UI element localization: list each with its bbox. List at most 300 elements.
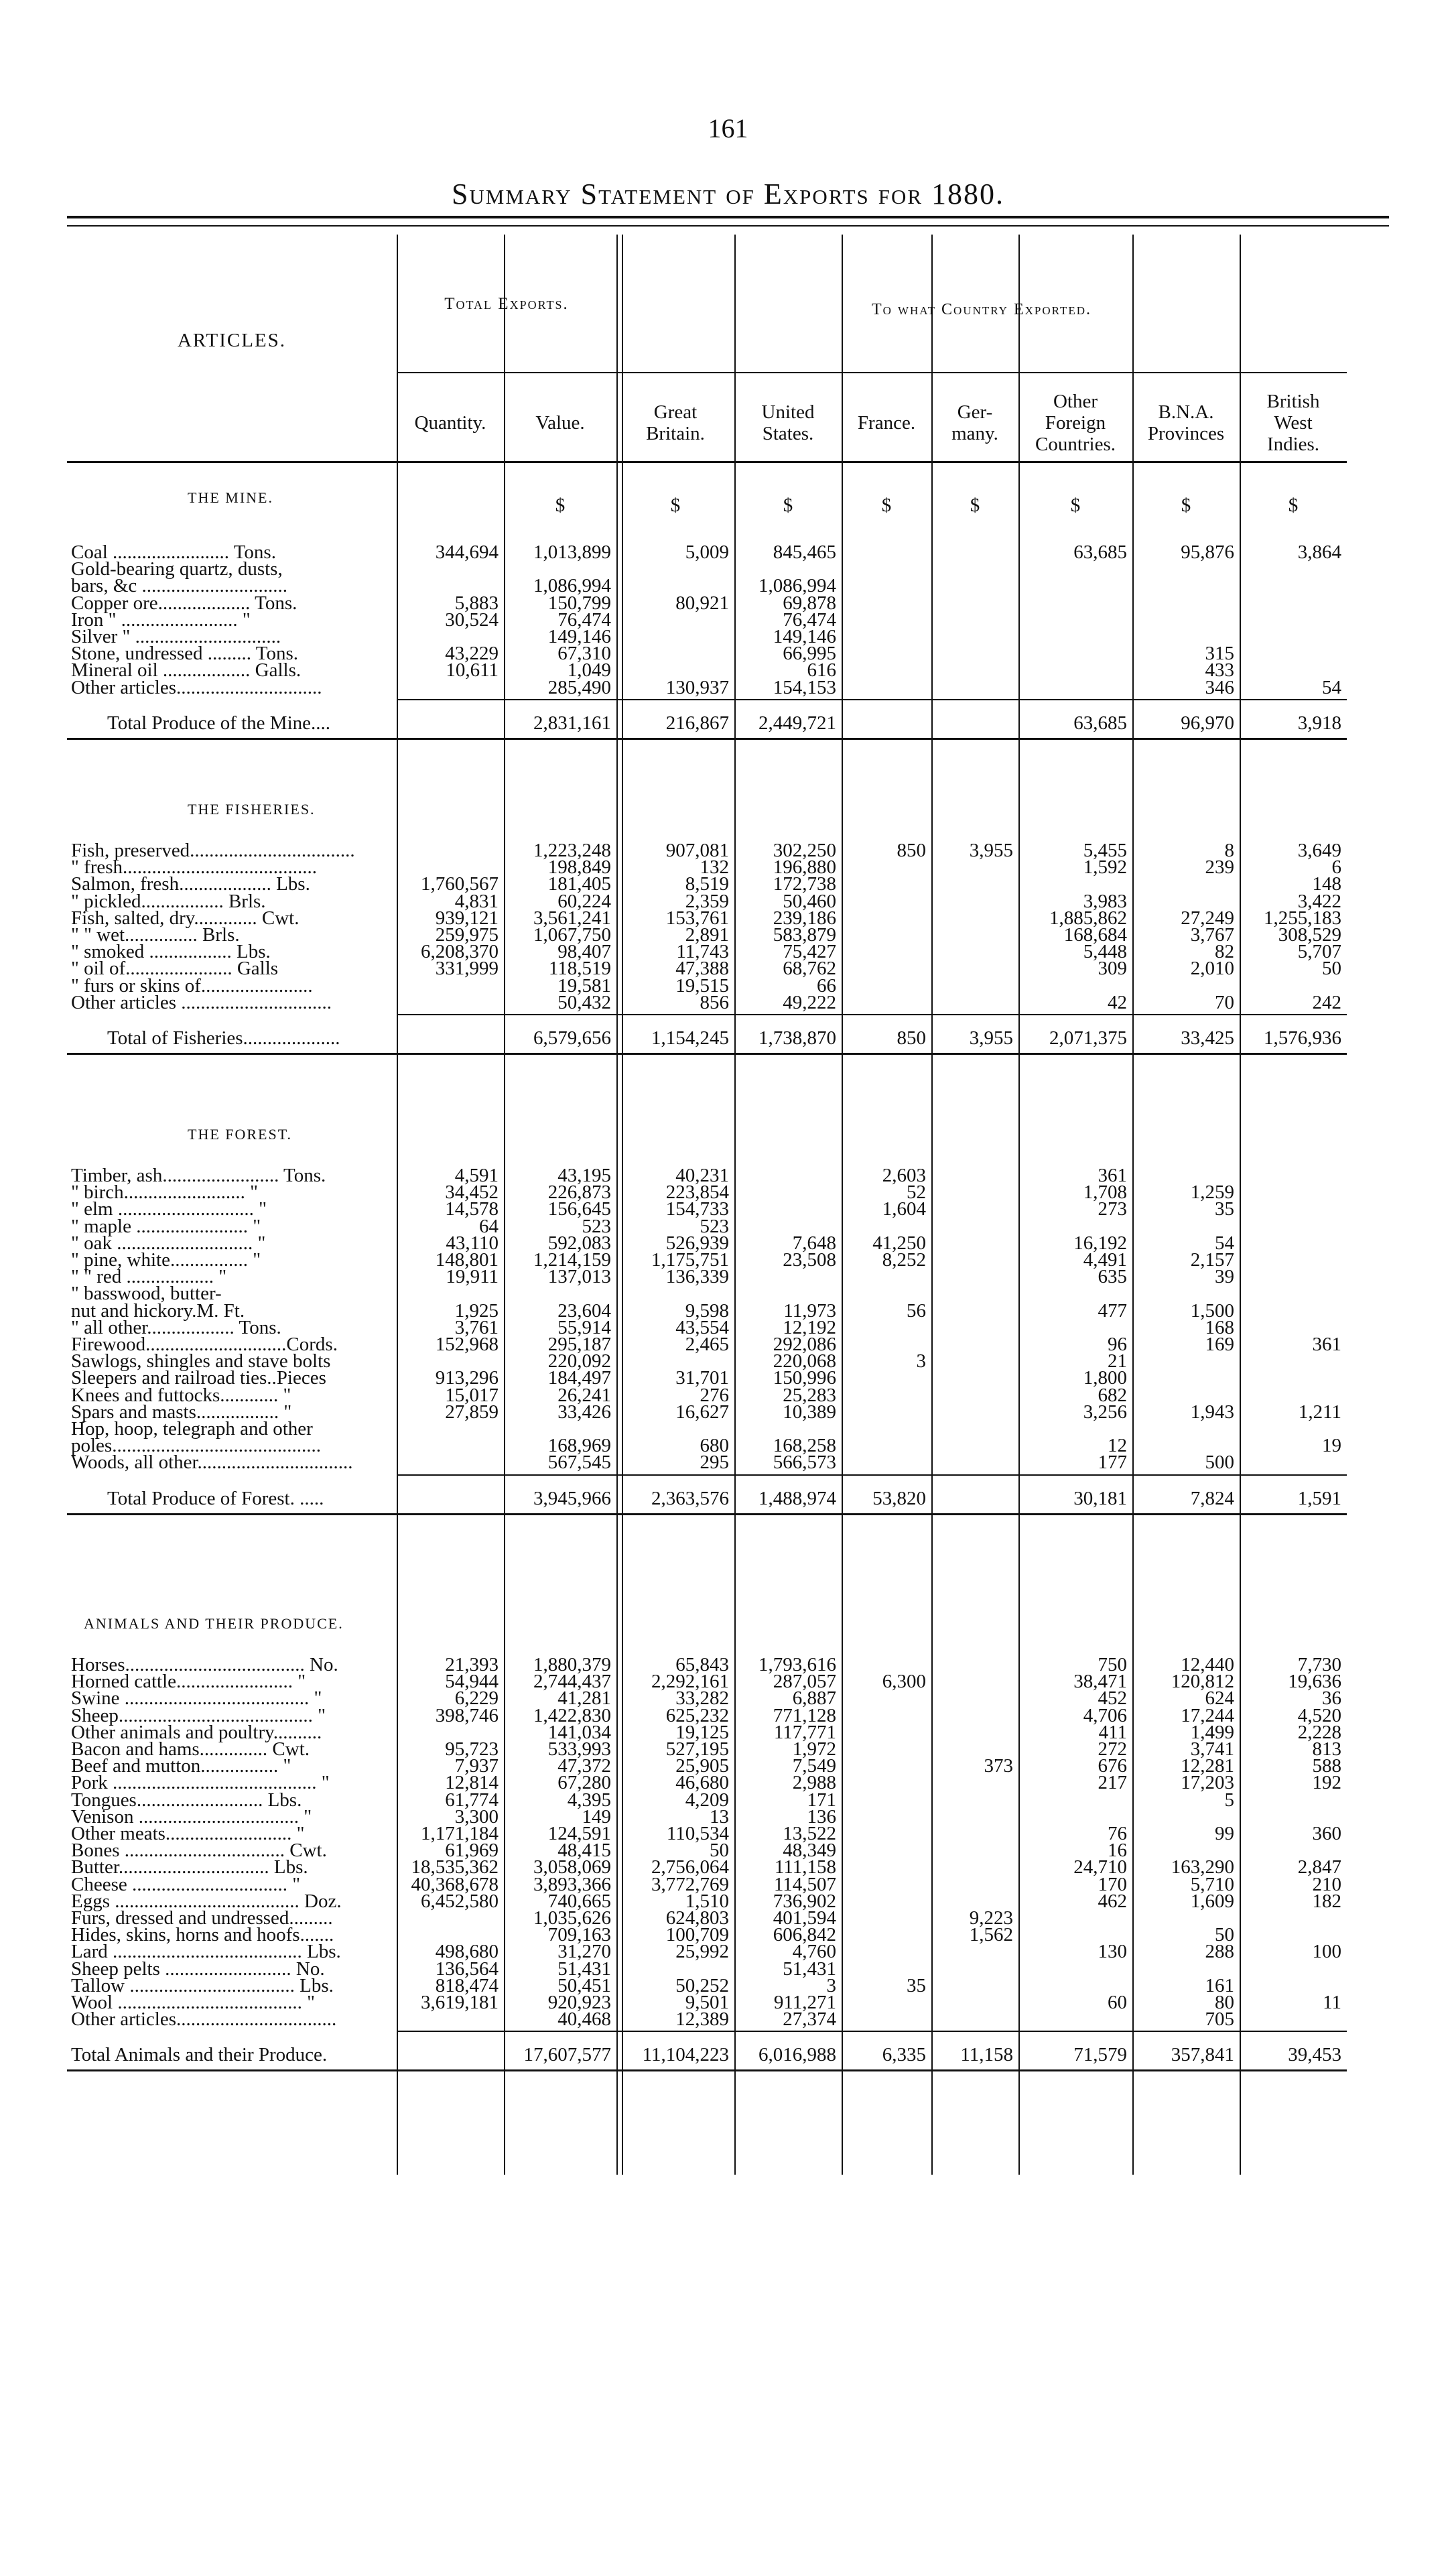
table-cell: 217 — [1098, 1772, 1127, 1794]
table-cell: 309 — [1098, 958, 1127, 980]
table-cell: 813 — [1312, 1738, 1341, 1760]
table-cell: 12,192 — [783, 1316, 836, 1338]
table-cell: 3,619,181 — [421, 1992, 499, 2013]
table-cell: 1,592 — [1083, 856, 1127, 879]
table-cell: 54,944 — [445, 1671, 499, 1693]
table-cell: 3,561,241 — [533, 907, 611, 929]
table-cell: 80 — [1215, 1992, 1234, 2013]
currency-symbol: $ — [783, 495, 793, 516]
table-cell: 361 — [1312, 1334, 1341, 1355]
row-label: Copper ore................... Tons. — [71, 593, 297, 613]
table-cell: 8 — [1224, 840, 1234, 861]
row-label: Tongues.......................... Lbs. — [71, 1790, 302, 1810]
table-cell: 46,680 — [675, 1772, 729, 1794]
table-cell: 21 — [1108, 1350, 1127, 1372]
column-header: B.N.A. Provinces — [1147, 401, 1225, 444]
table-cell: 4,395 — [567, 1789, 611, 1811]
table-cell: 9,501 — [685, 1992, 729, 2013]
table-cell: 13 — [710, 1805, 729, 1828]
table-cell: 150,996 — [773, 1367, 836, 1389]
currency-symbol: $ — [555, 495, 566, 516]
table-cell: 523 — [700, 1215, 729, 1237]
table-cell: 99 — [1215, 1823, 1234, 1844]
table-cell: 150,799 — [547, 592, 611, 614]
table-cell: 172,738 — [773, 873, 836, 895]
table-cell: 196,880 — [773, 856, 836, 879]
table-cell: 181,405 — [547, 873, 611, 895]
header-total-exports: Total Exports. — [444, 295, 569, 313]
row-label: Pork .......................................... " — [71, 1773, 330, 1793]
table-cell: 17,203 — [1181, 1772, 1234, 1794]
row-label: " smoked ................. Lbs. — [71, 942, 271, 962]
table-cell: 70 — [1215, 991, 1234, 1013]
row-label: " pine, white................ " — [71, 1251, 261, 1270]
row-label: Other animals and poultry.......... — [71, 1722, 322, 1742]
table-cell: 30,524 — [445, 609, 499, 631]
currency-symbol: $ — [881, 495, 892, 516]
total-cell: 3,918 — [1297, 712, 1341, 734]
row-label: Firewood.............................Cords. — [71, 1335, 338, 1354]
table-cell: 4,209 — [685, 1789, 729, 1811]
table-cell: 1,609 — [1190, 1890, 1234, 1912]
table-cell: 19 — [1322, 1435, 1341, 1457]
table-cell: 171 — [807, 1789, 836, 1811]
table-cell: 606,842 — [773, 1924, 836, 1946]
table-cell: 50,432 — [557, 991, 611, 1013]
row-label: bars, &c .............................. — [71, 576, 287, 596]
total-cell: 11,158 — [960, 2044, 1013, 2066]
row-label: Tallow .................................. Lbs. — [71, 1976, 334, 1996]
table-cell: 2,847 — [1297, 1856, 1341, 1878]
table-cell: 398,746 — [435, 1704, 499, 1726]
section-heading: THE MINE. — [188, 489, 273, 506]
total-cell: 71,579 — [1073, 2044, 1127, 2066]
table-cell: 344,694 — [435, 541, 499, 563]
table-cell: 25,905 — [675, 1755, 729, 1777]
table-cell: 1,499 — [1190, 1721, 1234, 1743]
table-cell: 60 — [1108, 1992, 1127, 2013]
row-label: " oil of...................... Galls — [71, 959, 279, 979]
table-cell: 19,125 — [675, 1721, 729, 1743]
row-label: Knees and futtocks............ " — [71, 1385, 291, 1405]
table-cell: 308,529 — [1278, 924, 1341, 946]
table-cell: 1,885,862 — [1049, 907, 1127, 929]
table-cell: 12,440 — [1181, 1654, 1234, 1675]
table-cell: 95,876 — [1181, 541, 1234, 563]
table-cell: 43,229 — [445, 643, 499, 665]
table-cell: 50,460 — [783, 890, 836, 912]
table-cell: 624 — [1205, 1687, 1234, 1710]
row-label: Other articles ............................... — [71, 993, 332, 1013]
total-label: Total Produce of the Mine.... — [107, 712, 331, 734]
row-label: " " wet............... Brls. — [71, 925, 240, 945]
table-cell: 170 — [1098, 1873, 1127, 1895]
table-cell: 66 — [817, 974, 836, 997]
table-cell: 567,545 — [547, 1452, 611, 1474]
row-label: Eggs ...................................... Doz. — [71, 1891, 342, 1911]
total-cell: 11,104,223 — [642, 2044, 729, 2066]
table-cell: 1,214,159 — [533, 1249, 611, 1271]
table-cell: 182 — [1312, 1890, 1341, 1912]
table-cell: 31,270 — [557, 1941, 611, 1963]
column-header: Other Foreign Countries. — [1035, 391, 1116, 455]
subtotal-rule — [397, 699, 1347, 700]
total-label: Total of Fisheries.................... — [107, 1027, 340, 1049]
table-cell: 1,562 — [969, 1924, 1013, 1946]
row-label: Timber, ash........................ Tons. — [71, 1166, 326, 1186]
table-cell: 526,939 — [665, 1232, 729, 1254]
table-cell: 76 — [1108, 1823, 1127, 1844]
total-cell: 7,824 — [1190, 1487, 1234, 1509]
table-cell: 52 — [907, 1181, 926, 1204]
total-cell: 1,738,870 — [758, 1027, 836, 1049]
table-cell: 50,252 — [675, 1974, 729, 1996]
table-cell: 3,649 — [1297, 840, 1341, 861]
table-cell: 452 — [1098, 1687, 1127, 1710]
table-cell: 110,534 — [666, 1823, 729, 1844]
table-cell: 130,937 — [665, 676, 729, 698]
table-cell: 6,452,580 — [421, 1890, 499, 1912]
table-cell: 2,756,064 — [651, 1856, 729, 1878]
table-cell: 239 — [1205, 856, 1234, 879]
table-cell: 1,708 — [1083, 1181, 1127, 1204]
column-header: France. — [857, 412, 916, 434]
section-rule — [67, 738, 1347, 740]
table-cell: 42 — [1108, 991, 1127, 1013]
column-header: United States. — [761, 401, 815, 444]
table-cell: 48,415 — [557, 1840, 611, 1862]
row-label: Mineral oil .................. Galls. — [71, 661, 302, 681]
table-cell: 709,163 — [547, 1924, 611, 1946]
table-cell: 177 — [1098, 1452, 1127, 1474]
table-cell: 588 — [1312, 1755, 1341, 1777]
row-label: Other articles.............................. — [71, 678, 322, 698]
table-cell: 736,902 — [773, 1890, 836, 1912]
row-label: Hides, skins, horns and hoofs....... — [71, 1925, 334, 1945]
table-cell: 401,594 — [773, 1907, 836, 1929]
table-cell: 750 — [1098, 1654, 1127, 1675]
section-heading: THE FISHERIES. — [188, 801, 316, 818]
table-cell: 50 — [1322, 958, 1341, 980]
table-cell: 705 — [1205, 2008, 1234, 2031]
total-cell: 2,363,576 — [651, 1487, 729, 1509]
table-cell: 295 — [700, 1452, 729, 1474]
table-cell: 259,975 — [435, 924, 499, 946]
table-cell: 18,535,362 — [411, 1856, 499, 1878]
row-label: Silver " .............................. — [71, 627, 281, 647]
table-cell: 2,744,437 — [533, 1671, 611, 1693]
table-cell: 40,468 — [557, 2008, 611, 2031]
table-cell: 1,800 — [1083, 1367, 1127, 1389]
table-cell: 33,282 — [675, 1687, 729, 1710]
table-cell: 5,883 — [454, 592, 499, 614]
row-label: Other meats.......................... " — [71, 1824, 305, 1844]
table-cell: 11,973 — [783, 1299, 836, 1322]
table-cell: 220,068 — [773, 1350, 836, 1372]
table-cell: 65,843 — [675, 1654, 729, 1675]
row-label: Venison ................................. " — [71, 1807, 312, 1827]
table-cell: 40,368,678 — [411, 1873, 499, 1895]
currency-symbol: $ — [1288, 495, 1299, 516]
table-cell: 49,222 — [783, 991, 836, 1013]
table-cell: 141,034 — [547, 1721, 611, 1743]
table-cell: 1,171,184 — [421, 1823, 499, 1844]
table-cell: 1,259 — [1190, 1181, 1234, 1204]
table-cell: 818,474 — [435, 1974, 499, 1996]
table-cell: 23,604 — [557, 1299, 611, 1322]
total-cell: 33,425 — [1181, 1027, 1234, 1049]
row-label: Gold-bearing quartz, dusts, — [71, 560, 283, 580]
table-cell: 4,760 — [792, 1941, 836, 1963]
row-label: Butter............................... Lbs. — [71, 1858, 308, 1878]
top-rule — [67, 216, 1389, 218]
table-cell: 226,873 — [547, 1181, 611, 1204]
row-label: Sleepers and railroad ties..Pieces — [71, 1368, 326, 1389]
table-cell: 7,648 — [792, 1232, 836, 1254]
total-cell: 17,607,577 — [523, 2044, 611, 2066]
row-label: Wool ...................................... " — [71, 1993, 315, 2012]
table-cell: 5,455 — [1083, 840, 1127, 861]
table-cell: 169 — [1205, 1334, 1234, 1355]
table-cell: 67,280 — [557, 1772, 611, 1794]
table-cell: 223,854 — [665, 1181, 729, 1204]
table-cell: 2,157 — [1190, 1249, 1234, 1271]
table-cell: 845,465 — [773, 541, 836, 563]
table-cell: 920,923 — [547, 1992, 611, 2013]
table-cell: 148,801 — [435, 1249, 499, 1271]
table-cell: 1,925 — [454, 1299, 499, 1322]
table-cell: 111,158 — [774, 1856, 836, 1878]
table-cell: 56 — [907, 1299, 926, 1322]
table-cell: 287,057 — [773, 1671, 836, 1693]
table-cell: 19,581 — [557, 974, 611, 997]
table-cell: 61,774 — [445, 1789, 499, 1811]
table-cell: 5,710 — [1190, 1873, 1234, 1895]
table-cell: 34,452 — [445, 1181, 499, 1204]
table-cell: 7,730 — [1297, 1654, 1341, 1675]
total-cell: 357,841 — [1171, 2044, 1234, 2066]
table-cell: 6 — [1331, 856, 1341, 879]
table-cell: 3,983 — [1083, 890, 1127, 912]
table-cell: 26,241 — [557, 1384, 611, 1406]
row-label: nut and hickory.M. Ft. — [71, 1301, 245, 1321]
table-cell: 292,086 — [773, 1334, 836, 1355]
total-cell: 30,181 — [1073, 1487, 1127, 1509]
table-cell: 61,969 — [445, 1840, 499, 1862]
row-label: Coal ........................ Tons. — [71, 543, 276, 562]
row-label: " pickled................. Brls. — [71, 891, 266, 911]
table-cell: 163,290 — [1171, 1856, 1234, 1878]
table-cell: 2,292,161 — [651, 1671, 729, 1693]
table-cell: 96 — [1108, 1334, 1127, 1355]
table-cell: 27,859 — [445, 1401, 499, 1423]
table-cell: 27,249 — [1181, 907, 1234, 929]
table-cell: 462 — [1098, 1890, 1127, 1912]
table-cell: 16 — [1108, 1840, 1127, 1862]
table-cell: 67,310 — [557, 643, 611, 665]
currency-symbol: $ — [1181, 495, 1191, 516]
table-cell: 523 — [582, 1215, 611, 1237]
table-cell: 98,407 — [557, 941, 611, 963]
table-cell: 149,146 — [773, 626, 836, 647]
table-cell: 6,208,370 — [421, 941, 499, 963]
table-cell: 130 — [1098, 1941, 1127, 1963]
table-cell: 14,578 — [445, 1198, 499, 1220]
table-cell: 82 — [1215, 941, 1234, 963]
row-label: " " red .................. " — [71, 1267, 227, 1287]
table-cell: 137,013 — [547, 1266, 611, 1288]
table-cell: 3,772,769 — [651, 1873, 729, 1895]
table-cell: 2,603 — [882, 1165, 926, 1186]
table-cell: 41,281 — [557, 1687, 611, 1710]
row-label: Furs, dressed and undressed......... — [71, 1909, 333, 1928]
table-cell: 5,707 — [1297, 941, 1341, 963]
column-header: Great Britain. — [646, 401, 705, 444]
table-cell: 1,604 — [882, 1198, 926, 1220]
section-rule — [67, 1053, 1347, 1055]
table-cell: 64 — [479, 1215, 499, 1237]
table-cell: 54 — [1215, 1232, 1234, 1254]
table-cell: 7,549 — [792, 1755, 836, 1777]
currency-symbol: $ — [970, 495, 980, 516]
table-cell: 152,968 — [435, 1334, 499, 1355]
table-cell: 276 — [700, 1384, 729, 1406]
table-cell: 680 — [700, 1435, 729, 1457]
table-cell: 740,665 — [547, 1890, 611, 1912]
table-cell: 273 — [1098, 1198, 1127, 1220]
row-label: Cheese ................................ " — [71, 1874, 301, 1895]
table-cell: 360 — [1312, 1823, 1341, 1844]
column-header: Value. — [535, 412, 585, 434]
column-rule — [931, 235, 933, 2175]
table-cell: 4,520 — [1297, 1704, 1341, 1726]
table-cell: 771,128 — [773, 1704, 836, 1726]
table-cell: 31,701 — [675, 1367, 729, 1389]
table-cell: 2,359 — [685, 890, 729, 912]
section-heading: THE FOREST. — [188, 1126, 293, 1143]
table-cell: 856 — [700, 991, 729, 1013]
total-cell: 1,488,974 — [758, 1487, 836, 1509]
row-label: " elm ............................ " — [71, 1200, 267, 1220]
table-cell: 210 — [1312, 1873, 1341, 1895]
row-label: Lard ....................................... Lbs. — [71, 1942, 341, 1962]
row-label: Salmon, fresh................... Lbs. — [71, 875, 310, 895]
table-cell: 69,878 — [783, 592, 836, 614]
total-cell: 216,867 — [665, 712, 729, 734]
table-cell: 2,988 — [792, 1772, 836, 1794]
table-cell: 136,564 — [435, 1958, 499, 1980]
section-heading: ANIMALS AND THEIR PRODUCE. — [84, 1615, 344, 1632]
table-cell: 1,422,830 — [533, 1704, 611, 1726]
table-cell: 411 — [1098, 1721, 1127, 1743]
table-cell: 1,510 — [685, 1890, 729, 1912]
header-to-what-country: To what Country Exported. — [872, 301, 1091, 318]
table-cell: 76,474 — [783, 609, 836, 631]
section-rule — [67, 2069, 1347, 2071]
table-cell: 9,598 — [685, 1299, 729, 1322]
table-cell: 1,972 — [792, 1738, 836, 1760]
table-cell: 51,431 — [783, 1958, 836, 1980]
table-cell: 184,497 — [547, 1367, 611, 1389]
table-cell: 1,223,248 — [533, 840, 611, 861]
table-cell: 66,995 — [783, 643, 836, 665]
table-cell: 75,427 — [783, 941, 836, 963]
row-label: Horned cattle........................ " — [71, 1672, 306, 1692]
table-cell: 2,228 — [1297, 1721, 1341, 1743]
table-cell: 12,814 — [445, 1772, 499, 1794]
table-cell: 47,388 — [675, 958, 729, 980]
row-label: Stone, undressed ......... Tons. — [71, 644, 298, 664]
row-label: " furs or skins of....................... — [71, 976, 313, 996]
table-cell: 566,573 — [773, 1452, 836, 1474]
table-cell: 168,684 — [1063, 924, 1127, 946]
header-bottom-rule — [67, 461, 1347, 463]
table-cell: 8,252 — [882, 1249, 926, 1271]
table-cell: 3,422 — [1297, 890, 1341, 912]
table-cell: 635 — [1098, 1266, 1127, 1288]
header-rule — [397, 372, 1347, 373]
table-cell: 39 — [1215, 1266, 1234, 1288]
total-cell: 1,154,245 — [651, 1027, 729, 1049]
row-label: Other articles................................. — [71, 2010, 337, 2030]
table-cell: 4,491 — [1083, 1249, 1127, 1271]
table-cell: 583,879 — [773, 924, 836, 946]
table-cell: 682 — [1098, 1384, 1127, 1406]
table-cell: 149 — [582, 1805, 611, 1828]
row-label: " all other.................. Tons. — [71, 1318, 281, 1338]
table-cell: 12 — [1108, 1435, 1127, 1457]
table-cell: 36 — [1322, 1687, 1341, 1710]
subtotal-rule — [397, 1474, 1347, 1476]
table-cell: 25,992 — [675, 1941, 729, 1963]
table-cell: 12,389 — [675, 2008, 729, 2031]
table-cell: 3,893,366 — [533, 1873, 611, 1895]
table-cell: 1,793,616 — [758, 1654, 836, 1675]
table-cell: 1,067,750 — [533, 924, 611, 946]
table-cell: 21,393 — [445, 1654, 499, 1675]
table-cell: 156,645 — [547, 1198, 611, 1220]
table-cell: 346 — [1205, 676, 1234, 698]
table-cell: 500 — [1205, 1452, 1234, 1474]
total-label: Total Animals and their Produce. — [71, 2044, 328, 2066]
table-cell: 3 — [916, 1350, 926, 1372]
table-cell: 1,086,994 — [758, 575, 836, 597]
table-cell: 4,706 — [1083, 1704, 1127, 1726]
table-cell: 12,281 — [1181, 1755, 1234, 1777]
table-cell: 154,153 — [773, 676, 836, 698]
table-cell: 153,761 — [665, 907, 729, 929]
table-cell: 625,232 — [665, 1704, 729, 1726]
table-cell: 331,999 — [435, 958, 499, 980]
table-cell: 38,471 — [1073, 1671, 1127, 1693]
row-label: Swine ...................................... " — [71, 1689, 322, 1709]
table-cell: 76,474 — [557, 609, 611, 631]
row-label: Fish, salted, dry............. Cwt. — [71, 908, 300, 928]
table-cell: 1,943 — [1190, 1401, 1234, 1423]
header-articles: ARTICLES. — [177, 330, 287, 351]
table-cell: 2,465 — [685, 1334, 729, 1355]
table-cell: 2,010 — [1190, 958, 1234, 980]
total-cell: 1,591 — [1297, 1487, 1341, 1509]
table-cell: 50 — [710, 1840, 729, 1862]
table-cell: 527,195 — [665, 1738, 729, 1760]
row-label: Bacon and hams.............. Cwt. — [71, 1740, 310, 1759]
total-cell: 1,576,936 — [1264, 1027, 1341, 1049]
table-cell: 40,231 — [675, 1165, 729, 1186]
table-cell: 498,680 — [435, 1941, 499, 1963]
row-label: " fresh........................................ — [71, 858, 318, 878]
table-cell: 1,211 — [1298, 1401, 1341, 1423]
